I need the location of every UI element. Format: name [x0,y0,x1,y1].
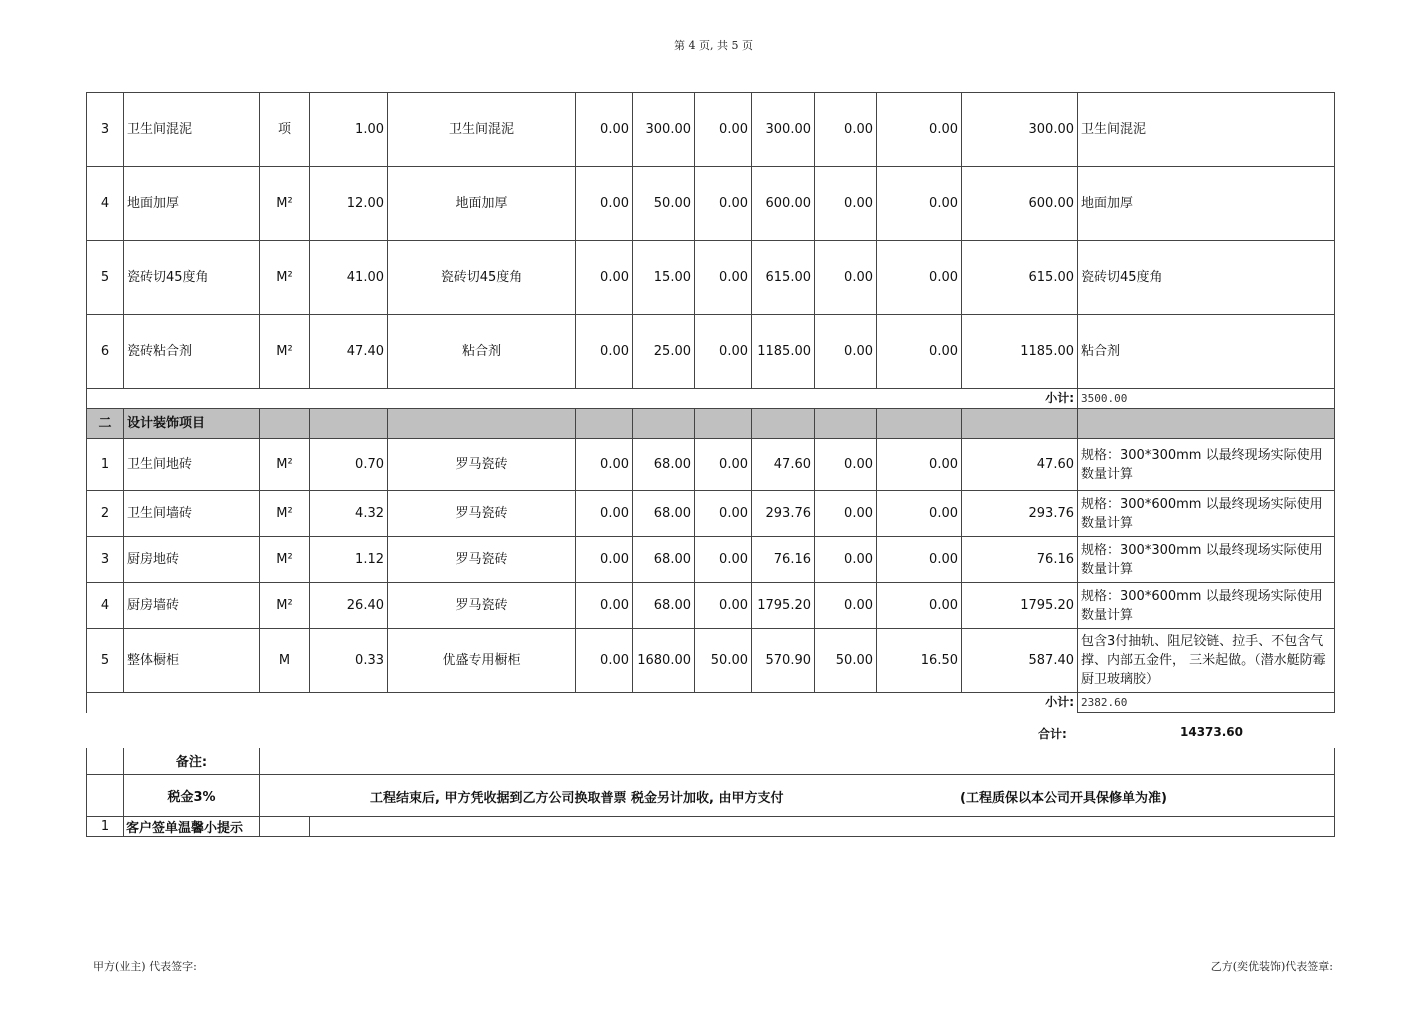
cell-c2: 0.00 [695,583,752,629]
cell-name: 卫生间地砖 [124,439,260,491]
cell-c3: 0.00 [815,491,877,537]
section-title: 设计装饰项目 [124,409,260,439]
cell-c4: 0.00 [877,537,962,583]
cell-unit: M² [260,583,310,629]
cell-desc: 地面加厚 [1078,167,1335,241]
cell-c2: 0.00 [695,491,752,537]
cell-unit: M² [260,241,310,315]
cell-total: 1185.00 [962,315,1078,389]
cell-desc: 包含3付抽轨、阻尼铰链、拉手、不包含气撑、内部五金件， 三米起做。（潜水艇防霉厨卫玻璃胶） [1078,629,1335,693]
cell-price: 300.00 [633,93,695,167]
cell-amount: 293.76 [752,491,815,537]
cell-material: 优盛专用橱柜 [388,629,576,693]
cell-unit: M² [260,167,310,241]
cell-desc: 规格：300*300mm 以最终现场实际使用数量计算 [1078,439,1335,491]
table-row [87,537,1335,583]
cell-unit: 项 [260,93,310,167]
table-row [87,167,1335,241]
cell-desc: 粘合剂 [1078,315,1335,389]
cell-amount: 615.00 [752,241,815,315]
table-row [87,241,1335,315]
cell-c3: 0.00 [815,241,877,315]
cell-name: 瓷砖粘合剂 [124,315,260,389]
cell-total: 293.76 [962,491,1078,537]
cell-desc: 规格：300*600mm 以最终现场实际使用数量计算 [1078,491,1335,537]
cell-qty: 26.40 [310,583,388,629]
cell-c2: 50.00 [695,629,752,693]
subtotal-label: 小计: [962,693,1078,713]
cell-qty: 0.70 [310,439,388,491]
cell-amount: 300.00 [752,93,815,167]
cell-price: 68.00 [633,439,695,491]
tax-text: 工程结束后, 甲方凭收据到乙方公司换取普票 税金另计加收, 由甲方支付 [370,790,784,806]
cell-c3: 50.00 [815,629,877,693]
cell-material: 罗马瓷砖 [388,439,576,491]
cell-material: 罗马瓷砖 [388,583,576,629]
cell-amount: 600.00 [752,167,815,241]
cell-c1: 0.00 [576,629,633,693]
cell-amount: 1185.00 [752,315,815,389]
cell-no: 4 [87,583,124,629]
warranty-text: (工程质保以本公司开具保修单为准) [960,790,1167,806]
cell-price: 68.00 [633,537,695,583]
table-row [87,583,1335,629]
table-row [87,93,1335,167]
cell-price: 68.00 [633,491,695,537]
cell-name: 地面加厚 [124,167,260,241]
cell-c1: 0.00 [576,93,633,167]
cell-desc: 规格：300*600mm 以最终现场实际使用数量计算 [1078,583,1335,629]
cell-desc: 规格：300*300mm 以最终现场实际使用数量计算 [1078,537,1335,583]
cell-c2: 0.00 [695,315,752,389]
cell-c1: 0.00 [576,537,633,583]
tip-number: 1 [87,816,124,836]
grand-total-label: 合计: [1038,727,1067,741]
cell-material: 地面加厚 [388,167,576,241]
section1-body [87,93,1335,389]
cell-material: 粘合剂 [388,315,576,389]
cell-c2: 0.00 [695,241,752,315]
table-row [87,491,1335,537]
cell-c2: 0.00 [695,167,752,241]
section-number: 二 [87,409,124,439]
subtotal-label: 小计: [962,389,1078,409]
cell-c1: 0.00 [576,315,633,389]
cell-c3: 0.00 [815,315,877,389]
cell-material: 罗马瓷砖 [388,491,576,537]
cell-c4: 0.00 [877,93,962,167]
cell-qty: 1.00 [310,93,388,167]
cell-material: 罗马瓷砖 [388,537,576,583]
cell-total: 587.40 [962,629,1078,693]
cell-total: 600.00 [962,167,1078,241]
cell-price: 15.00 [633,241,695,315]
cell-qty: 41.00 [310,241,388,315]
table-row [87,439,1335,491]
cell-c1: 0.00 [576,439,633,491]
cell-c3: 0.00 [815,93,877,167]
subtotal-row-1 [87,389,1335,409]
cell-c4: 0.00 [877,491,962,537]
cell-c2: 0.00 [695,93,752,167]
table-row [87,629,1335,693]
section-header-row [87,409,1335,439]
cell-c3: 0.00 [815,439,877,491]
subtotal-value: 3500.00 [1078,389,1335,409]
cell-name: 瓷砖切45度角 [124,241,260,315]
remark-label: 备注: [124,748,260,774]
cell-c4: 0.00 [877,583,962,629]
party-a-signature: 甲方(业主) 代表签字: [93,960,197,973]
cell-c4: 0.00 [877,315,962,389]
cell-unit: M² [260,315,310,389]
cell-name: 厨房地砖 [124,537,260,583]
cell-desc: 瓷砖切45度角 [1078,241,1335,315]
cell-qty: 4.32 [310,491,388,537]
cell-qty: 12.00 [310,167,388,241]
cell-amount: 47.60 [752,439,815,491]
party-b-signature: 乙方(奕优装饰)代表签章: [1210,960,1333,973]
cell-c4: 0.00 [877,167,962,241]
page-number: 第 4 页, 共 5 页 [674,39,753,52]
cell-desc: 卫生间混泥 [1078,93,1335,167]
cell-price: 68.00 [633,583,695,629]
subtotal-value: 2382.60 [1078,693,1335,713]
cell-amount: 1795.20 [752,583,815,629]
cell-qty: 0.33 [310,629,388,693]
cell-c1: 0.00 [576,583,633,629]
cell-price: 1680.00 [633,629,695,693]
subtotal-row-2 [87,693,1335,713]
cell-c4: 16.50 [877,629,962,693]
cell-total: 1795.20 [962,583,1078,629]
cell-unit: M² [260,439,310,491]
cell-price: 25.00 [633,315,695,389]
cell-material: 卫生间混泥 [388,93,576,167]
cell-c3: 0.00 [815,537,877,583]
cell-price: 50.00 [633,167,695,241]
cell-c1: 0.00 [576,241,633,315]
cell-c1: 0.00 [576,491,633,537]
cell-c3: 0.00 [815,167,877,241]
cell-qty: 1.12 [310,537,388,583]
cell-c2: 0.00 [695,537,752,583]
cell-c3: 0.00 [815,583,877,629]
table-row [87,315,1335,389]
cell-c4: 0.00 [877,439,962,491]
cell-qty: 47.40 [310,315,388,389]
cell-name: 卫生间墙砖 [124,491,260,537]
cell-c1: 0.00 [576,167,633,241]
cell-no: 1 [87,439,124,491]
cell-total: 47.60 [962,439,1078,491]
quote-table [86,92,1335,713]
cell-amount: 570.90 [752,629,815,693]
notes-table [86,748,1335,837]
tax-label: 税金3% [124,774,260,816]
cell-amount: 76.16 [752,537,815,583]
cell-material: 瓷砖切45度角 [388,241,576,315]
cell-no: 2 [87,491,124,537]
cell-total: 300.00 [962,93,1078,167]
tip-label: 客户签单温馨小提示 [124,816,260,836]
cell-unit: M² [260,537,310,583]
cell-no: 3 [87,537,124,583]
cell-no: 6 [87,315,124,389]
cell-unit: M² [260,491,310,537]
cell-name: 整体橱柜 [124,629,260,693]
cell-c4: 0.00 [877,241,962,315]
grand-total-value: 14373.60 [1180,725,1244,739]
cell-no: 4 [87,167,124,241]
section2-body [87,439,1335,693]
cell-total: 615.00 [962,241,1078,315]
cell-unit: M [260,629,310,693]
cell-total: 76.16 [962,537,1078,583]
cell-name: 卫生间混泥 [124,93,260,167]
cell-no: 3 [87,93,124,167]
cell-no: 5 [87,629,124,693]
cell-name: 厨房墙砖 [124,583,260,629]
cell-no: 5 [87,241,124,315]
cell-c2: 0.00 [695,439,752,491]
